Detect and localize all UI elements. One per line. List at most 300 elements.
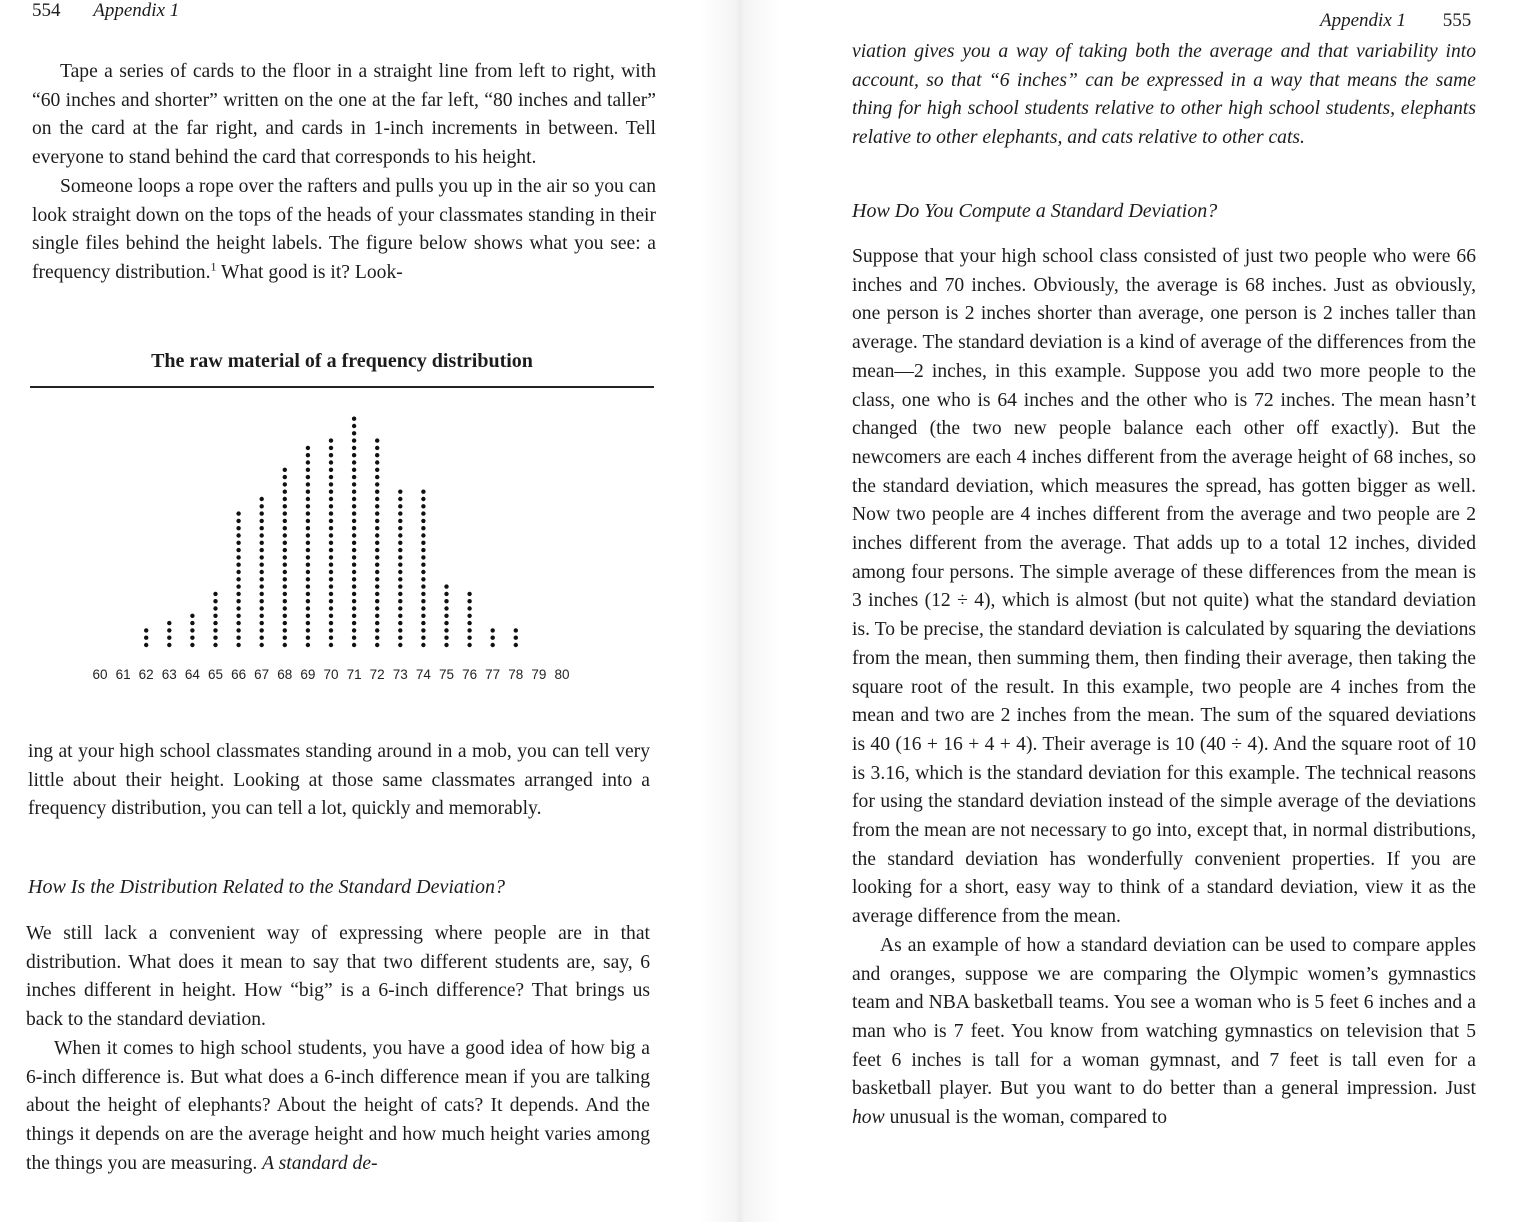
dot-68-14 (283, 548, 287, 552)
dot-69-8 (306, 592, 310, 596)
tick-label-79: 79 (531, 667, 547, 682)
dot-67-5 (260, 614, 264, 618)
dot-72-13 (375, 555, 379, 559)
dot-66-19 (236, 511, 240, 515)
dot-74-19 (421, 511, 425, 515)
dot-68-18 (283, 519, 287, 523)
dot-71-3 (352, 628, 356, 632)
dot-67-16 (260, 533, 264, 537)
dot-73-15 (398, 541, 402, 545)
dot-66-18 (236, 519, 240, 523)
dot-70-16 (329, 533, 333, 537)
dot-75-3 (444, 628, 448, 632)
dot-76-4 (467, 621, 471, 625)
left-paragraph-2-end: What good is it? Look- (216, 261, 403, 283)
dot-67-14 (260, 548, 264, 552)
left-paragraph-1: Tape a series of cards to the floor in a straight line from left to right, with “60 inches and shorter” written on the one at the far left, “80 inches and taller” on the card at the far right, and cards in 1-inch increments in between. Tell everyone to stand behind the card that corresponds to his height. (32, 61, 656, 169)
left-page-number: 554 (32, 0, 61, 21)
dot-70-6 (329, 606, 333, 610)
dot-74-14 (421, 548, 425, 552)
dot-68-7 (283, 599, 287, 603)
dot-67-13 (260, 555, 264, 559)
dot-72-20 (375, 504, 379, 508)
dot-72-6 (375, 606, 379, 610)
dot-68-12 (283, 563, 287, 567)
dot-71-26 (352, 460, 356, 464)
dot-65-3 (213, 628, 217, 632)
dot-68-17 (283, 526, 287, 530)
dot-71-13 (352, 555, 356, 559)
dot-62-2 (144, 636, 148, 640)
dot-67-18 (260, 519, 264, 523)
dot-72-3 (375, 628, 379, 632)
right-running-head (1320, 10, 1471, 32)
dot-73-17 (398, 526, 402, 530)
dot-72-24 (375, 475, 379, 479)
dot-77-1 (491, 643, 495, 647)
tick-label-67: 67 (254, 667, 270, 682)
dot-70-8 (329, 592, 333, 596)
dot-67-4 (260, 621, 264, 625)
dot-74-12 (421, 563, 425, 567)
dot-70-4 (329, 621, 333, 625)
dot-68-11 (283, 570, 287, 574)
dot-74-9 (421, 584, 425, 588)
dot-68-21 (283, 497, 287, 501)
left-middle-text (28, 738, 650, 824)
dot-73-13 (398, 555, 402, 559)
dot-70-10 (329, 577, 333, 581)
dot-72-29 (375, 438, 379, 442)
dot-75-1 (444, 643, 448, 647)
tick-label-77: 77 (485, 667, 501, 682)
left-paragraph-5-start: When it comes to high school students, you have a good idea of how big a 6-inch difference is. But what does a 6-inch difference mean if you are talking about the height of elephants? About the height of cats? It depends. And the things it depends on are the average height and how much height varies among the things you are measuring. (26, 1037, 650, 1174)
tick-label-76: 76 (462, 667, 478, 682)
dot-71-9 (352, 584, 356, 588)
dot-70-17 (329, 526, 333, 530)
dot-68-1 (283, 643, 287, 647)
dot-71-31 (352, 424, 356, 428)
dot-69-15 (306, 541, 310, 545)
right-paragraph-3-start: As an example of how a standard deviation can be used to compare apples and oranges, suppose we are comparing the Olympic women’s gymnastics team and NBA basketball teams. You see a woman who is 5 feet 6 inches and a man who is 7 feet. You know from watching gymnastics on television that 5 feet 6 inches is tall for a woman gymnast, and 7 feet is tall even for a basketball player. But you want to do better than a general impression. Just (852, 934, 1476, 1100)
dot-70-19 (329, 511, 333, 515)
dot-66-10 (236, 577, 240, 581)
dot-78-2 (514, 636, 518, 640)
dot-73-2 (398, 636, 402, 640)
figure-rule (30, 386, 654, 388)
dot-74-6 (421, 606, 425, 610)
dot-70-5 (329, 614, 333, 618)
dot-69-24 (306, 475, 310, 479)
dot-73-21 (398, 497, 402, 501)
dot-73-19 (398, 511, 402, 515)
dot-67-9 (260, 584, 264, 588)
right-section-heading: How Do You Compute a Standard Deviation? (852, 200, 1218, 222)
dot-67-7 (260, 599, 264, 603)
dot-71-30 (352, 431, 356, 435)
dot-70-28 (329, 446, 333, 450)
tick-label-69: 69 (300, 667, 316, 682)
dot-66-3 (236, 628, 240, 632)
dot-69-26 (306, 460, 310, 464)
dot-67-17 (260, 526, 264, 530)
tick-label-68: 68 (277, 667, 293, 682)
dot-70-7 (329, 599, 333, 603)
dot-71-23 (352, 482, 356, 486)
right-paragraph-3-italic: how (852, 1107, 885, 1129)
dot-69-6 (306, 606, 310, 610)
dot-68-19 (283, 511, 287, 515)
dot-70-26 (329, 460, 333, 464)
dot-71-2 (352, 636, 356, 640)
dot-77-2 (491, 636, 495, 640)
dot-70-29 (329, 438, 333, 442)
dot-76-2 (467, 636, 471, 640)
dot-73-7 (398, 599, 402, 603)
dot-72-23 (375, 482, 379, 486)
right-top-text (852, 38, 1476, 153)
dot-72-14 (375, 548, 379, 552)
right-paragraph-3 (852, 932, 1476, 1133)
dot-71-14 (352, 548, 356, 552)
left-page (0, 0, 700, 1222)
right-paragraph-1: viation gives you a way of taking both the average and that variability into account, so that “6 inches” can be expressed in a way that means the same thing for high school students relative to other high school students, elephants relative to other elephants, and cats relative to other cats. (852, 41, 1476, 149)
dot-69-13 (306, 555, 310, 559)
dot-69-17 (306, 526, 310, 530)
dot-67-11 (260, 570, 264, 574)
left-section-heading: How Is the Distribution Related to the Standard Deviation? (28, 876, 505, 898)
dot-70-12 (329, 563, 333, 567)
left-bottom-text (26, 920, 650, 1178)
dot-73-10 (398, 577, 402, 581)
dot-69-18 (306, 519, 310, 523)
dot-73-4 (398, 621, 402, 625)
left-paragraph-5 (26, 1035, 650, 1179)
dot-75-4 (444, 621, 448, 625)
dot-71-18 (352, 519, 356, 523)
dot-66-4 (236, 621, 240, 625)
dot-71-16 (352, 533, 356, 537)
dot-68-24 (283, 475, 287, 479)
right-main-text (852, 243, 1476, 1133)
dot-66-14 (236, 548, 240, 552)
dot-66-11 (236, 570, 240, 574)
dot-65-2 (213, 636, 217, 640)
tick-label-71: 71 (346, 667, 362, 682)
dot-68-10 (283, 577, 287, 581)
tick-label-78: 78 (508, 667, 524, 682)
dot-68-9 (283, 584, 287, 588)
tick-label-66: 66 (231, 667, 247, 682)
dot-71-21 (352, 497, 356, 501)
dot-71-15 (352, 541, 356, 545)
dot-76-5 (467, 614, 471, 618)
dot-74-5 (421, 614, 425, 618)
dot-72-8 (375, 592, 379, 596)
tick-label-64: 64 (184, 667, 200, 682)
dot-75-2 (444, 636, 448, 640)
dot-74-4 (421, 621, 425, 625)
dot-64-1 (190, 643, 194, 647)
dot-65-8 (213, 592, 217, 596)
dot-71-12 (352, 563, 356, 567)
dot-66-12 (236, 563, 240, 567)
dot-68-6 (283, 606, 287, 610)
tick-label-63: 63 (161, 667, 177, 682)
left-running-head-title: Appendix 1 (93, 0, 180, 21)
dot-66-1 (236, 643, 240, 647)
dot-69-11 (306, 570, 310, 574)
dot-74-20 (421, 504, 425, 508)
left-paragraph-3: ing at your high school classmates standing around in a mob, you can tell very little about their height. Looking at those same classmates arranged into a frequency distribution, you can tell a lot, quickly and memorably. (28, 741, 650, 820)
dot-69-27 (306, 453, 310, 457)
dot-69-7 (306, 599, 310, 603)
dot-66-13 (236, 555, 240, 559)
dot-63-2 (167, 636, 171, 640)
dot-66-6 (236, 606, 240, 610)
dot-72-5 (375, 614, 379, 618)
dot-73-22 (398, 490, 402, 494)
dot-66-8 (236, 592, 240, 596)
dot-70-15 (329, 541, 333, 545)
dot-73-18 (398, 519, 402, 523)
right-paragraph-2: Suppose that your high school class consisted of just two people who were 66 inches and 70 inches. Obviously, the average is 68 inches. Just as obviously, one person is 2 inches shorter than average, one person is 2 inches taller than average. The standard deviation is a kind of average of the differences from the mean—2 inches, in this example. Suppose you add two more people to the class, one who is 64 inches and the other who is 72 inches. The mean hasn’t changed (the two new people balance each other off exactly). But the newcomers are each 4 inches different from the average height of 68 inches, so the standard deviation, which measures the spread, has gotten bigger as well. Now two people are 4 inches different from the average and two people are 2 inches different from the average. That adds up to a total 12 inches, divided among four persons. The simple average of these differences from the mean is 3 inches (12 ÷ 4), which is almost (but not quite) what the standard deviation is. To be precise, the standard deviation is calculated by squaring the deviations from the mean, then summing them, then finding their average, then taking the square root of the result. In this example, two people are 4 inches from the mean and two are 2 inches from the mean. The sum of the squared deviations is 40 (16 + 16 + 4 + 4). Their average is 10 (40 ÷ 4). And the square root of 10 is 3.16, which is the standard deviation for this example. The technical reasons for using the standard deviation instead of the simple average of the deviations from the mean are not necessary to go into, except that, in normal distributions, the standard deviation has wonderfully convenient properties. If you are looking for a short, easy way to think of a standard deviation, view it as the average difference from the mean. (852, 246, 1476, 928)
dot-68-16 (283, 533, 287, 537)
dot-74-17 (421, 526, 425, 530)
dot-68-8 (283, 592, 287, 596)
dot-76-7 (467, 599, 471, 603)
dot-71-24 (352, 475, 356, 479)
dot-74-13 (421, 555, 425, 559)
dot-74-16 (421, 533, 425, 537)
dot-76-8 (467, 592, 471, 596)
dot-69-1 (306, 643, 310, 647)
dot-73-16 (398, 533, 402, 537)
dot-71-25 (352, 468, 356, 472)
dot-69-5 (306, 614, 310, 618)
dot-78-3 (514, 628, 518, 632)
dot-68-23 (283, 482, 287, 486)
left-paragraph-4: We still lack a convenient way of expressing where people are in that distribution. What does it mean to say that two different students are, say, 6 inches different in height. How “big” is a 6-inch difference? That brings us back to the standard deviation. (26, 923, 650, 1031)
dot-67-1 (260, 643, 264, 647)
dot-71-5 (352, 614, 356, 618)
dot-69-22 (306, 490, 310, 494)
tick-label-72: 72 (369, 667, 385, 682)
dot-69-28 (306, 446, 310, 450)
dot-66-16 (236, 533, 240, 537)
left-paragraph-2-start: Someone loops a rope over the rafters and pulls you up in the air so you can look straight down on the tops of the heads of your classmates standing in their single files behind the height labels. The figure below shows what you see: a frequency distribution. (32, 175, 656, 283)
tick-label-80: 80 (554, 667, 570, 682)
dot-65-6 (213, 606, 217, 610)
dot-66-7 (236, 599, 240, 603)
dot-69-2 (306, 636, 310, 640)
book-gutter (700, 0, 780, 1222)
right-running-head-title: Appendix 1 (1320, 10, 1407, 31)
dot-71-32 (352, 417, 356, 421)
dot-71-6 (352, 606, 356, 610)
dot-68-13 (283, 555, 287, 559)
dot-69-19 (306, 511, 310, 515)
dot-70-21 (329, 497, 333, 501)
dot-65-4 (213, 621, 217, 625)
tick-label-73: 73 (392, 667, 408, 682)
dot-69-9 (306, 584, 310, 588)
dot-72-25 (375, 468, 379, 472)
dot-73-5 (398, 614, 402, 618)
dot-72-26 (375, 460, 379, 464)
dot-75-9 (444, 584, 448, 588)
dot-70-20 (329, 504, 333, 508)
dot-73-3 (398, 628, 402, 632)
dot-71-4 (352, 621, 356, 625)
dot-68-4 (283, 621, 287, 625)
dot-74-11 (421, 570, 425, 574)
right-page-number: 555 (1442, 10, 1472, 31)
dot-68-5 (283, 614, 287, 618)
dot-72-19 (375, 511, 379, 515)
dot-72-17 (375, 526, 379, 530)
dot-72-16 (375, 533, 379, 537)
dot-67-19 (260, 511, 264, 515)
dot-72-11 (375, 570, 379, 574)
dot-74-7 (421, 599, 425, 603)
dot-70-14 (329, 548, 333, 552)
left-paragraph-5-italic: A standard de- (262, 1152, 378, 1174)
dot-74-1 (421, 643, 425, 647)
dot-68-2 (283, 636, 287, 640)
dot-70-22 (329, 490, 333, 494)
right-page (780, 0, 1524, 1222)
dot-69-10 (306, 577, 310, 581)
dot-70-23 (329, 482, 333, 486)
tick-label-61: 61 (115, 667, 131, 682)
tick-label-74: 74 (415, 667, 431, 682)
dot-64-4 (190, 621, 194, 625)
dot-75-8 (444, 592, 448, 596)
dot-72-21 (375, 497, 379, 501)
dot-70-13 (329, 555, 333, 559)
dot-72-18 (375, 519, 379, 523)
dot-63-1 (167, 643, 171, 647)
dot-72-15 (375, 541, 379, 545)
dot-71-17 (352, 526, 356, 530)
dot-68-20 (283, 504, 287, 508)
dot-74-10 (421, 577, 425, 581)
dot-74-3 (421, 628, 425, 632)
dot-70-11 (329, 570, 333, 574)
dot-74-8 (421, 592, 425, 596)
dot-71-29 (352, 438, 356, 442)
dot-70-1 (329, 643, 333, 647)
dot-62-1 (144, 643, 148, 647)
dot-67-21 (260, 497, 264, 501)
frequency-dot-chart (30, 395, 654, 695)
dot-73-9 (398, 584, 402, 588)
dot-73-1 (398, 643, 402, 647)
dot-75-7 (444, 599, 448, 603)
dot-71-7 (352, 599, 356, 603)
dot-71-22 (352, 490, 356, 494)
dot-67-2 (260, 636, 264, 640)
dot-63-4 (167, 621, 171, 625)
dot-76-1 (467, 643, 471, 647)
dot-72-28 (375, 446, 379, 450)
tick-label-75: 75 (438, 667, 455, 682)
dot-73-14 (398, 548, 402, 552)
dot-73-6 (398, 606, 402, 610)
dot-74-22 (421, 490, 425, 494)
dot-66-9 (236, 584, 240, 588)
dot-68-3 (283, 628, 287, 632)
dot-65-1 (213, 643, 217, 647)
dot-70-18 (329, 519, 333, 523)
tick-label-70: 70 (323, 667, 339, 682)
left-running-head (32, 0, 179, 22)
dot-69-4 (306, 621, 310, 625)
dot-67-15 (260, 541, 264, 545)
dot-66-15 (236, 541, 240, 545)
dot-67-20 (260, 504, 264, 508)
dot-72-22 (375, 490, 379, 494)
dot-67-3 (260, 628, 264, 632)
dot-72-7 (375, 599, 379, 603)
tick-label-60: 60 (92, 667, 108, 682)
dot-71-1 (352, 643, 356, 647)
dot-68-22 (283, 490, 287, 494)
dot-69-12 (306, 563, 310, 567)
dot-71-27 (352, 453, 356, 457)
dot-72-4 (375, 621, 379, 625)
dot-64-3 (190, 628, 194, 632)
figure-title: The raw material of a frequency distribution (151, 350, 533, 372)
dot-73-12 (398, 563, 402, 567)
dot-70-25 (329, 468, 333, 472)
dot-64-2 (190, 636, 194, 640)
dot-69-14 (306, 548, 310, 552)
dot-72-2 (375, 636, 379, 640)
tick-label-65: 65 (207, 667, 224, 682)
dot-67-10 (260, 577, 264, 581)
dot-66-5 (236, 614, 240, 618)
dot-73-11 (398, 570, 402, 574)
dot-68-15 (283, 541, 287, 545)
dot-63-3 (167, 628, 171, 632)
dot-70-3 (329, 628, 333, 632)
tick-label-62: 62 (138, 667, 154, 682)
dot-70-27 (329, 453, 333, 457)
dot-69-23 (306, 482, 310, 486)
dot-75-5 (444, 614, 448, 618)
dot-74-21 (421, 497, 425, 501)
dot-69-20 (306, 504, 310, 508)
dot-69-16 (306, 533, 310, 537)
left-top-text (32, 58, 656, 288)
dot-71-8 (352, 592, 356, 596)
dot-71-19 (352, 511, 356, 515)
dot-71-10 (352, 577, 356, 581)
dot-72-12 (375, 563, 379, 567)
dot-71-11 (352, 570, 356, 574)
dot-67-6 (260, 606, 264, 610)
left-paragraph-2 (32, 173, 656, 288)
footnote-marker[interactable]: 1 (210, 259, 217, 274)
right-paragraph-3-end: unusual is the woman, compared to (884, 1107, 1168, 1129)
dot-70-24 (329, 475, 333, 479)
dot-72-27 (375, 453, 379, 457)
dot-74-15 (421, 541, 425, 545)
dot-77-3 (491, 628, 495, 632)
dot-67-8 (260, 592, 264, 596)
